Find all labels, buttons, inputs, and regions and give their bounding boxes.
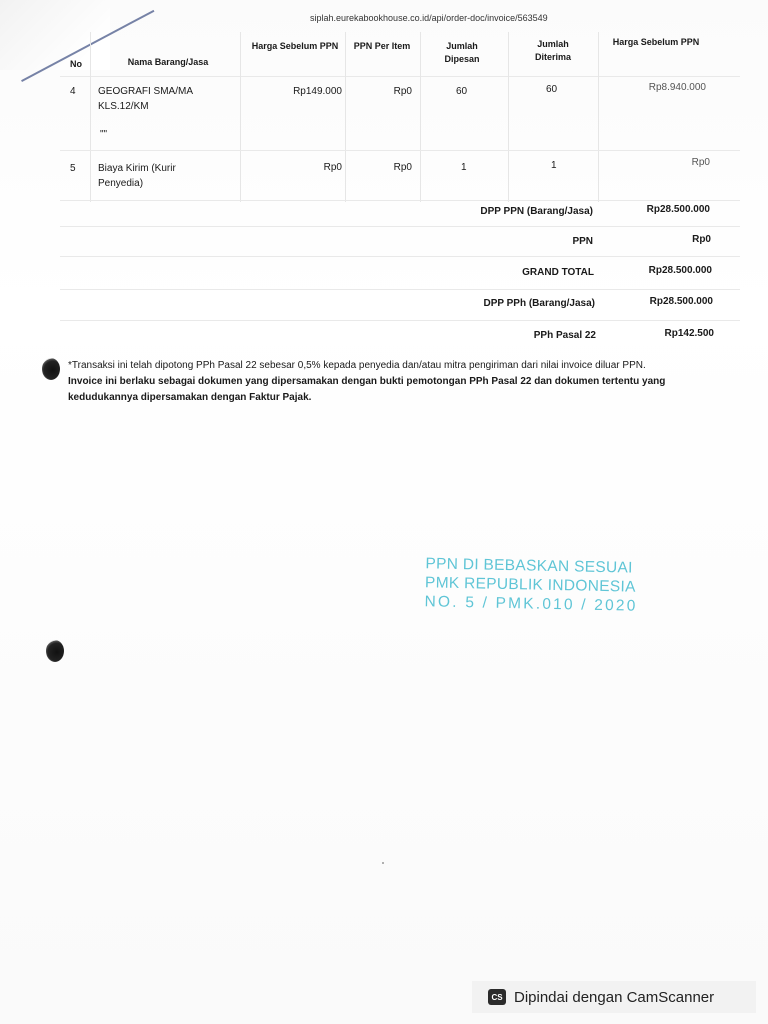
tax-note [68, 358, 728, 406]
summary-divider [60, 320, 740, 321]
summary-divider [60, 289, 740, 290]
header-name: Nama Barang/Jasa [127, 57, 209, 67]
row-extra-mark: "" [100, 129, 108, 140]
table-divider [60, 150, 740, 151]
camscanner-text: Dipindai dengan CamScanner [514, 988, 715, 1006]
summary-value: Rp28.500.000 [648, 265, 712, 276]
header-price-before-ppn: Harga Sebelum PPN [251, 41, 339, 51]
summary-value: Rp28.500.000 [646, 204, 710, 215]
row-ppn: Rp0 [393, 86, 412, 97]
row-qty-received: 1 [551, 160, 557, 171]
row-qty-ordered: 60 [456, 86, 468, 97]
summary-divider [60, 226, 740, 227]
row-price: Rp149.000 [293, 86, 342, 97]
page-url: siplah.eurekabookhouse.co.id/api/order-doc/invoice/563549 [310, 13, 548, 23]
table-divider [60, 200, 740, 201]
row-qty-received: 60 [546, 84, 558, 95]
stamp-line-2: PMK REPUBLIK INDONESIA [424, 574, 636, 596]
row-item-name: GEOGRAFI SMA/MA KLS.12/KM [98, 86, 193, 112]
summary-value: Rp142.500 [664, 328, 714, 339]
header-ppn-per-item: PPN Per Item [353, 41, 411, 51]
ppn-exemption-stamp [424, 554, 685, 616]
note-line-1: *Transaksi ini telah dipotong PPh Pasal 22 sebesar 0,5% kepada penyedia dan/atau mitra pengiriman dari nilai invoice diluar PPN. [68, 360, 646, 371]
stamp-line-1: PPN DI BEBASKAN SESUAI [425, 555, 633, 577]
camscanner-watermark [472, 981, 756, 1013]
row-total: Rp8.940.000 [648, 82, 706, 93]
table-divider [345, 32, 346, 202]
row-price: Rp0 [323, 162, 342, 173]
summary-divider [60, 256, 740, 257]
table-divider [420, 32, 421, 202]
camscanner-logo: CS [488, 989, 506, 1005]
header-no: No [70, 59, 82, 69]
summary-value: Rp28.500.000 [649, 296, 713, 307]
table-divider [90, 32, 91, 202]
header-qty-received: Jumlah Diterima [534, 39, 571, 62]
summary-value: Rp0 [692, 234, 711, 245]
punch-hole [42, 358, 60, 380]
stamp-line-3: NO. 5 / PMK.010 / 2020 [424, 593, 638, 615]
table-divider [508, 32, 509, 202]
row-no: 5 [70, 163, 76, 174]
row-item-name: Biaya Kirim (Kurir Penyedia) [98, 163, 176, 189]
summary-label: GRAND TOTAL [522, 267, 594, 278]
punch-hole [46, 640, 64, 662]
table-divider [240, 32, 241, 202]
row-no: 4 [70, 86, 76, 97]
row-ppn: Rp0 [393, 162, 412, 173]
table-divider [60, 76, 740, 77]
summary-label: DPP PPh (Barang/Jasa) [483, 298, 595, 309]
note-line-2: Invoice ini berlaku sebagai dokumen yang dipersamakan dengan bukti pemotongan PPh Pasal 22 dan dokumen tertentu yang kedudukannya dipersamakan dengan Faktur Pajak. [68, 376, 666, 403]
summary-label: DPP PPN (Barang/Jasa) [480, 206, 593, 217]
summary-label: PPN [572, 236, 593, 247]
header-qty-ordered: Jumlah Dipesan [444, 41, 480, 64]
row-qty-ordered: 1 [461, 162, 467, 173]
summary-label: PPh Pasal 22 [533, 330, 596, 341]
speck [382, 862, 384, 864]
header-total-before-ppn: Harga Sebelum PPN [612, 37, 700, 47]
row-total: Rp0 [691, 157, 710, 168]
table-divider [598, 32, 599, 202]
